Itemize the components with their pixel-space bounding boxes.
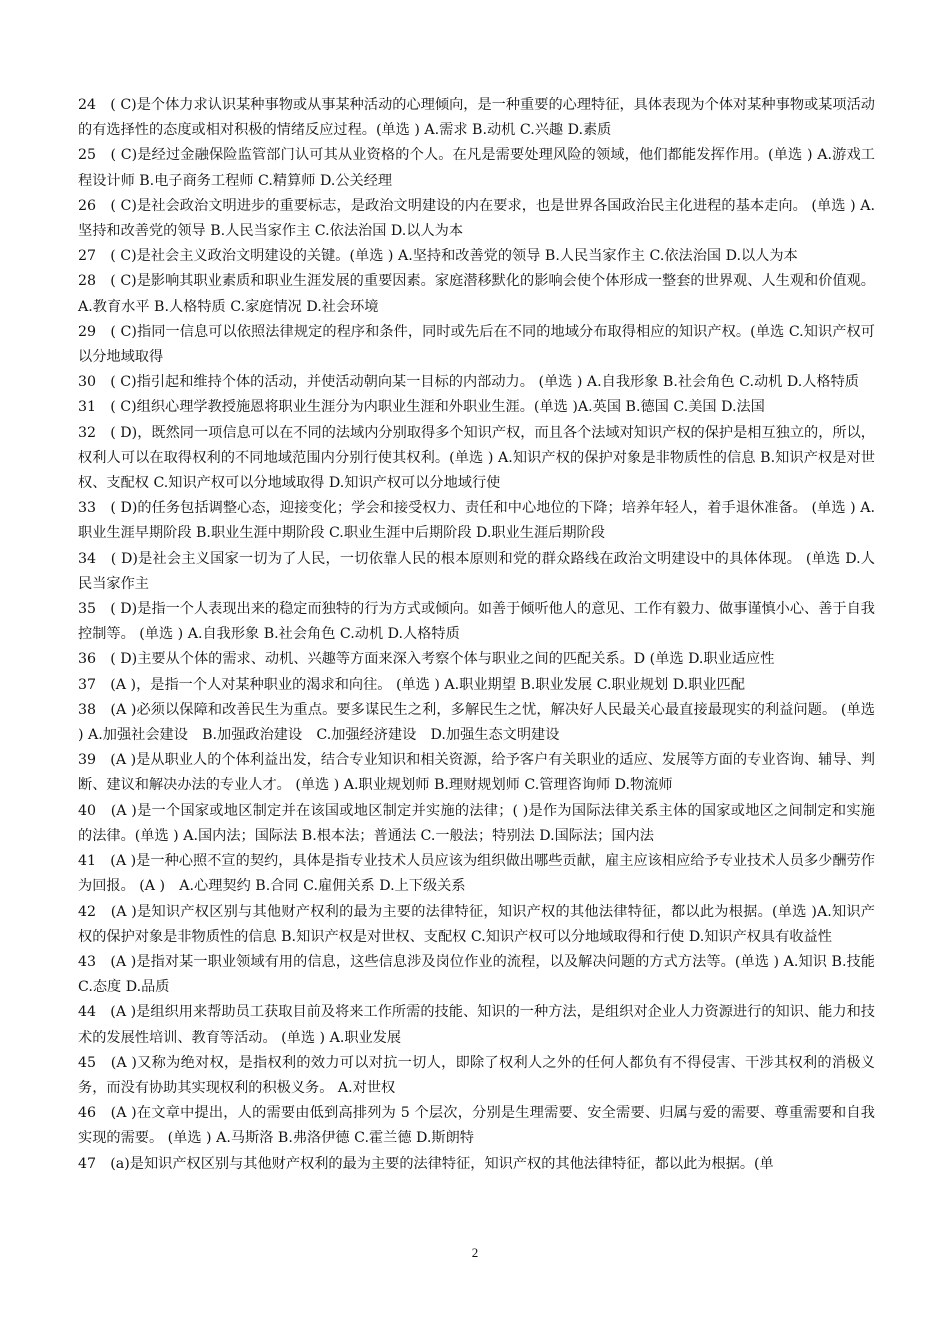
question-list xyxy=(78,93,875,1177)
question-47: 47 (a)是知识产权区别与其他财产权利的最为主要的法律特征，知识产权的其他法律特征，都以此为根据。(单 xyxy=(78,1155,774,1172)
question-41: 41 (A )是一种心照不宣的契约，具体是指专业技术人员应该为组织做出哪些贡献，雇主应该相应给予专业技术人员多少酬劳作为回报。 (A ) A.心理契约 B.合同 C.雇佣关系 D.上下级关系 xyxy=(78,853,875,895)
question-28: 28 ( C)是影响其职业素质和职业生涯发展的重要因素。家庭潜移默化的影响会使个体形成一整套的世界观、人生观和价值观。 A.教育水平 B.人格特质 C.家庭情况 D.社会环境 xyxy=(78,273,875,315)
question-30: 30 ( C)指引起和维持个体的活动，并使活动朝向某一目标的内部动力。 (单选 ) A.自我形象 B.社会角色 C.动机 D.人格特质 xyxy=(78,374,859,391)
page-number: 2 xyxy=(471,1245,479,1260)
question-25: 25 ( C)是经过金融保险监管部门认可其从业资格的个人。在凡是需要处理风险的领域，他们都能发挥作用。(单选 ) A.游戏工程设计师 B.电子商务工程师 C.精算师 D.公关经理 xyxy=(78,147,875,189)
question-27: 27 ( C)是社会主义政治文明建设的关键。(单选 ) A.坚持和改善党的领导 B.人民当家作主 C.依法治国 D.以人为本 xyxy=(78,248,798,265)
question-39: 39 (A )是从职业人的个体利益出发，结合专业知识和相关资源，给予客户有关职业的适应、发展等方面的专业咨询、辅导、判断、建议和解决办法的专业人才。 (单选 ) A.职业规划师 B.理财规划师 C.管理咨询师 D.物流师 xyxy=(78,752,875,794)
question-42: 42 (A )是知识产权区别与其他财产权利的最为主要的法律特征，知识产权的其他法律特征，都以此为根据。(单选 )A.知识产权的保护对象是非物质性的信息 B.知识产权是对世权、支配权 C.知识产权可以分地域取得和行使 D.知识产权具有收益性 xyxy=(78,903,875,945)
question-46: 46 (A )在文章中提出，人的需要由低到高排列为 5 个层次，分别是生理需要、安全需要、归属与爱的需要、尊重需要和自我实现的需要。 (单选 ) A.马斯洛 B.弗洛伊德 C.霍兰德 D.斯朗特 xyxy=(78,1105,875,1147)
question-34: 34 ( D)是社会主义国家一切为了人民，一切依靠人民的根本原则和党的群众路线在政治文明建设中的具体体现。 (单选 D.人民当家作主 xyxy=(78,550,875,592)
question-44: 44 (A )是组织用来帮助员工获取目前及将来工作所需的技能、知识的一种方法，是组织对企业人力资源进行的知识、能力和技术的发展性培训、教育等活动。 (单选 ) A.职业发展 xyxy=(78,1004,875,1046)
question-33: 33 ( D)的任务包括调整心态，迎接变化；学会和接受权力、责任和中心地位的下降；培养年轻人，着手退休准备。 (单选 ) A.职业生涯早期阶段 B.职业生涯中期阶段 C.职业生涯中后期阶段 D.职业生涯后期阶段 xyxy=(78,500,875,542)
question-40: 40 (A )是一个国家或地区制定并在该国或地区制定并实施的法律；( )是作为国际法律关系主体的国家或地区之间制定和实施的法律。(单选 ) A.国内法；国际法 B.根本法；普通法 C.一般法；特别法 D.国际法；国内法 xyxy=(78,802,875,844)
question-24: 24 ( C)是个体力求认识某种事物或从事某种活动的心理倾向，是一种重要的心理特征，具体表现为个体对某种事物或某项活动的有选择性的态度或相对积极的情绪反应过程。(单选 ) A.需求 B.动机 C.兴趣 D.素质 xyxy=(78,97,875,139)
question-32: 32 ( D)，既然同一项信息可以在不同的法域内分别取得多个知识产权，而且各个法域对知识产权的保护是相互独立的，所以，权利人可以在取得权利的不同地域范围内分别行使其权利。(单选 ) A.知识产权的保护对象是非物质性的信息 B.知识产权是对世权、支配权 C.知识产权可以分地域取得 D.知识产权可以分地域行使 xyxy=(78,424,875,492)
question-29: 29 ( C)指同一信息可以依照法律规定的程序和条件，同时或先后在不同的地域分布取得相应的知识产权。(单选 C.知识产权可以分地域取得 xyxy=(78,323,875,366)
question-26: 26 ( C)是社会政治文明进步的重要标志，是政治文明建设的内在要求，也是世界各国政治民主化进程的基本走向。 (单选 ) A.坚持和改善党的领导 B.人民当家作主 C.依法治国 D.以人为本 xyxy=(78,197,875,240)
question-36: 36 ( D)主要从个体的需求、动机、兴趣等方面来深入考察个体与职业之间的匹配关系。D (单选 D.职业适应性 xyxy=(78,651,775,668)
question-37: 37 (A )，是指一个人对某种职业的渴求和向往。 (单选 ) A.职业期望 B.职业发展 C.职业规划 D.职业匹配 xyxy=(78,676,745,693)
question-31: 31 ( C)组织心理学教授施恩将职业生涯分为内职业生涯和外职业生涯。(单选 )A.英国 B.德国 C.美国 D.法国 xyxy=(78,399,765,416)
question-45: 45 (A )又称为绝对权，是指权利的效力可以对抗一切人，即除了权利人之外的任何人都负有不得侵害、干涉其权利的消极义务，而没有协助其实现权利的积极义务。 A.对世权 xyxy=(78,1054,875,1096)
question-43: 43 (A )是指对某一职业领域有用的信息，这些信息涉及岗位作业的流程，以及解决问题的方式方法等。(单选 ) A.知识 B.技能 C.态度 D.品质 xyxy=(78,953,875,996)
question-35: 35 ( D)是指一个人表现出来的稳定而独特的行为方式或倾向。如善于倾听他人的意见、工作有毅力、做事谨慎小心、善于自我控制等。 (单选 ) A.自我形象 B.社会角色 C.动机 D.人格特质 xyxy=(78,601,875,643)
question-38: 38 (A )必须以保障和改善民生为重点。要多谋民生之利，多解民生之忧，解决好人民最关心最直接最现实的利益问题。 (单选 ) A.加强社会建设 B.加强政治建设 C.加强经济建设 D.加强生态文明建设 xyxy=(78,701,875,744)
